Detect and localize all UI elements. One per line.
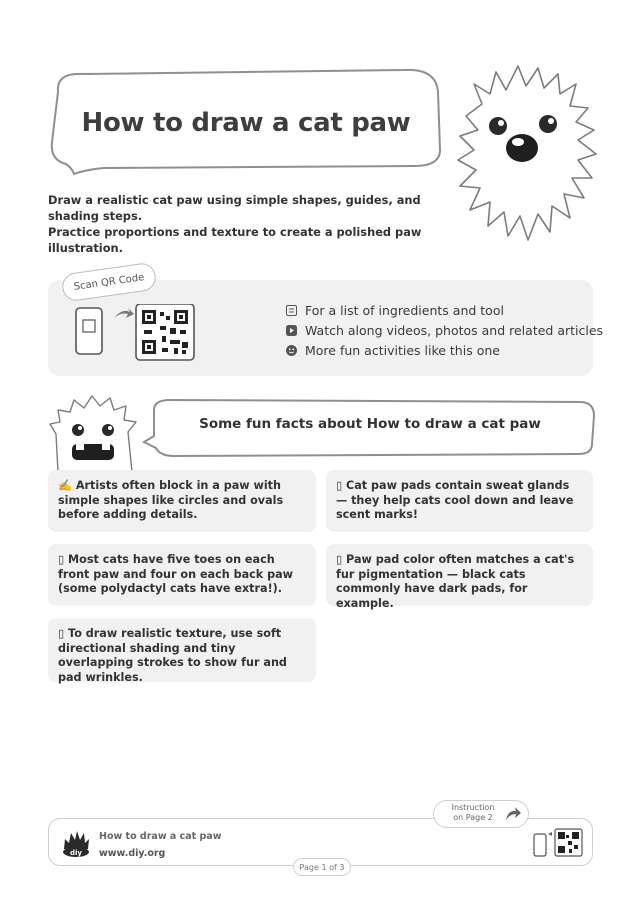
instruction-text [446, 803, 500, 823]
qr-item [286, 340, 603, 360]
qr-item [286, 300, 603, 320]
fact-card: ✍️ Artists often block in a paw with simple shapes like circles and ovals before adding details. [48, 470, 316, 532]
page-indicator: Page 1 of 3 [293, 858, 351, 876]
svg-text:diy: diy [70, 849, 82, 857]
small-mascot-icon [46, 394, 142, 472]
qr-illustration [74, 304, 198, 362]
intro-line: Practice proportions and texture to create a polished paw illustration. [48, 225, 422, 255]
mascot-icon [452, 64, 602, 254]
qr-item-label: More fun activities like this one [305, 342, 500, 358]
qr-code-icon [555, 829, 582, 856]
diy-logo-icon [60, 827, 92, 859]
play-icon [286, 325, 297, 336]
footer-qr-illustration [532, 828, 584, 858]
arrow-icon [504, 806, 522, 822]
arrow-icon [114, 308, 134, 318]
facts-title: Some fun facts about How to draw a cat paw [199, 416, 541, 432]
scan-qr-tag: Scan QR Code [61, 262, 158, 303]
qr-code-icon [136, 304, 194, 360]
fact-card: ▯ Cat paw pads contain sweat glands — they help cats cool down and leave scent marks! [326, 470, 593, 532]
qr-item-label: For a list of ingredients and tool [305, 302, 504, 318]
instruction-line: on Page 2 [453, 813, 493, 822]
fact-card: ▯ To draw realistic texture, use soft directional shading and tiny overlapping strokes to show fur and pad wrinkles. [48, 618, 316, 682]
smiley-icon [286, 345, 297, 356]
qr-item-label: Watch along videos, photos and related articles [305, 322, 604, 338]
footer-title: How to draw a cat paw [99, 831, 222, 842]
intro-line: Draw a realistic cat paw using simple shapes, guides, and shading steps. [48, 193, 421, 223]
fact-card: ▯ Most cats have five toes on each front paw and four on each back paw (some polydactyl cats have extra!). [48, 544, 316, 606]
footer-url[interactable]: www.diy.org [99, 848, 166, 859]
intro-text [48, 192, 468, 256]
fact-card: ▯ Paw pad color often matches a cat's fur pigmentation — black cats commonly have dark pads, for example. [326, 544, 593, 606]
page-title: How to draw a cat paw [81, 108, 411, 138]
qr-item [286, 320, 603, 340]
qr-benefit-list [286, 300, 603, 360]
list-icon [286, 305, 297, 316]
phone-icon [534, 834, 546, 856]
phone-icon [76, 308, 102, 354]
instruction-line: Instruction [451, 803, 495, 812]
